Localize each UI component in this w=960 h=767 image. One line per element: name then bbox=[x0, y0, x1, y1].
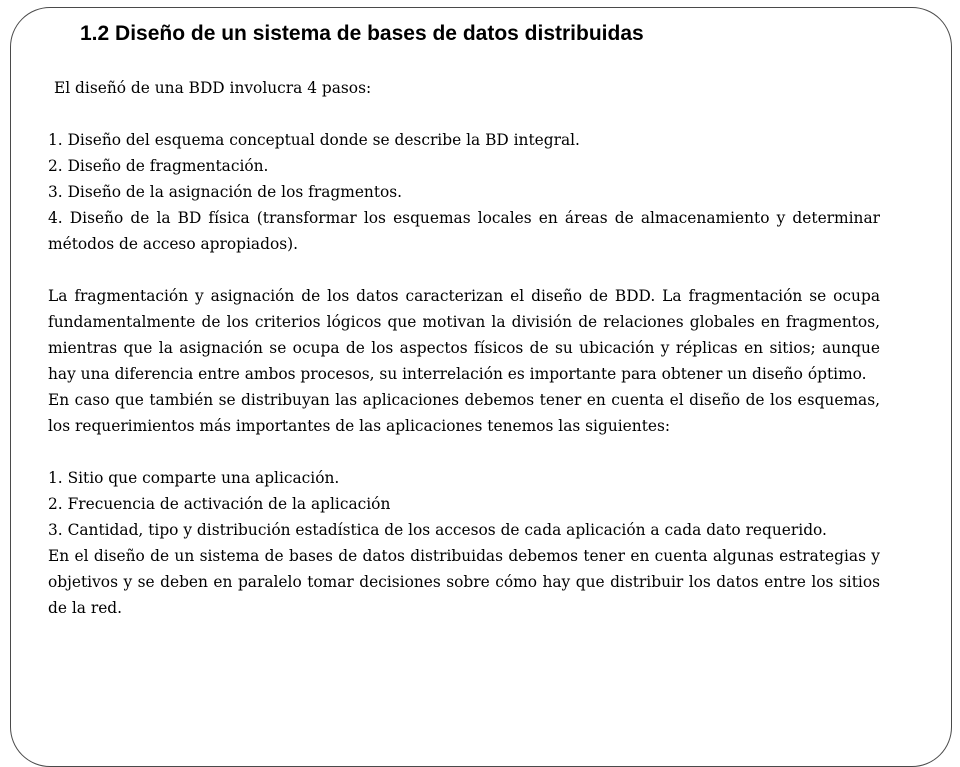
paragraph-fragmentation: La fragmentación y asignación de los datos caracterizan el diseño de BDD. La fragmentación se ocupa fundamentalmente de los criterios lógicos que motivan la división de relaciones globales en fragmentos, mientras que la asignación se ocupa de los aspectos físicos de su ubicación y réplicas en sitios; aunque hay una diferencia entre ambos procesos, su interrelación es importante para obtener un diseño óptimo. bbox=[48, 287, 880, 383]
step-item: 3. Diseño de la asignación de los fragmentos. bbox=[48, 183, 403, 201]
requirement-item: 2. Frecuencia de activación de la aplicación bbox=[48, 495, 391, 513]
step-item: 1. Diseño del esquema conceptual donde se describe la BD integral. bbox=[48, 131, 580, 149]
intro-text: El diseñó de una BDD involucra 4 pasos: bbox=[54, 79, 372, 97]
paragraph-strategies: En el diseño de un sistema de bases de datos distribuidas debemos tener en cuenta algunas estrategias y objetivos y se deben en paralelo tomar decisiones sobre cómo hay que distribuir los datos entre los sitios de la red. bbox=[48, 547, 880, 617]
slide-body bbox=[48, 75, 880, 621]
step-item: 2. Diseño de fragmentación. bbox=[48, 157, 269, 175]
step-item: 4. Diseño de la BD física (transformar los esquemas locales en áreas de almacenamiento y determinar métodos de acceso apropiados). bbox=[48, 209, 880, 253]
slide-title: 1.2 Diseño de un sistema de bases de datos distribuidas bbox=[80, 22, 644, 45]
paragraph-applications: En caso que también se distribuyan las aplicaciones debemos tener en cuenta el diseño de los esquemas, los requerimientos más importantes de las aplicaciones tenemos las siguientes: bbox=[48, 391, 880, 435]
requirement-item: 1. Sitio que comparte una aplicación. bbox=[48, 469, 340, 487]
requirement-item: 3. Cantidad, tipo y distribución estadística de los accesos de cada aplicación a cada dato requerido. bbox=[48, 521, 827, 539]
